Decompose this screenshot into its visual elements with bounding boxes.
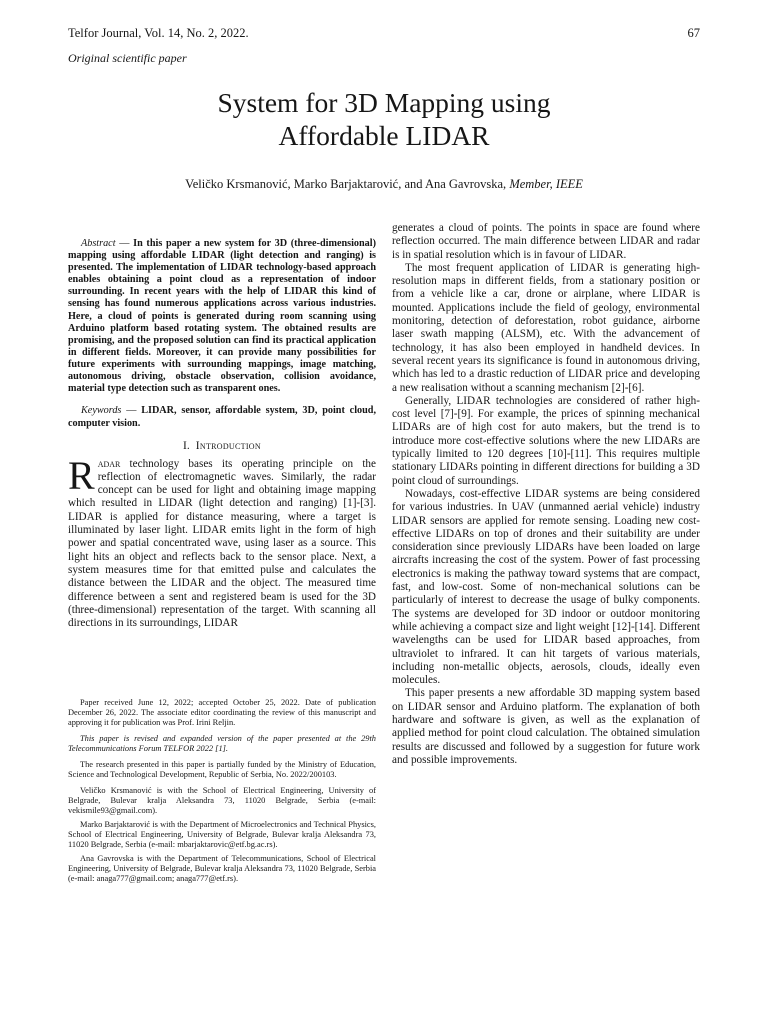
author-membership: Member, IEEE bbox=[509, 177, 583, 191]
title-line-1: System for 3D Mapping using bbox=[217, 87, 551, 118]
section-number: I. bbox=[183, 439, 190, 452]
right-column bbox=[392, 222, 700, 767]
left-column bbox=[68, 222, 376, 630]
abstract bbox=[68, 238, 376, 395]
section-heading-introduction bbox=[68, 440, 376, 452]
paragraph-cost: Generally, LIDAR technologies are considered of rather high-cost level [7]-[9]. For example, the prices of spinning mechanical LIDARs are of high cost for auto makers, but the trend is to introduce more cost-effective solutions where the new LIDARs are typically limited to 120 degrees [10]-[11]. This requires multiple stationary LIDARs pointing in different directions for building a 3D point cloud of surroundings. bbox=[392, 394, 700, 487]
intro-paragraph bbox=[68, 452, 376, 631]
paragraph-applications: The most frequent application of LIDAR is generating high-resolution maps in different fields, from a stationary position or from a vehicle like a car, drone or airplane, where LIDAR is mounted. Applications include the field of geology, environmental monitoring, detection of deforestation, robot guidance, airborne laser swath mapping (ALSM), etc. With the advancement of technology, it has also been employed in handheld devices. In several recent years its significance is found in autonomous driving, which has led to a drastic reduction of LIDAR price and developing a new realisation without a scanning mechanism [2]-[6]. bbox=[392, 261, 700, 394]
footnote-author-1: Veličko Krsmanović is with the School of Electrical Engineering, University of Belgrade, Bulevar kralja Aleksandra 73, 11020 Belgrade, Serbia (e-mail: vekismile93@gmail.com). bbox=[68, 786, 376, 815]
abstract-label: Abstract bbox=[81, 238, 116, 249]
footnote-author-2: Marko Barjaktarović is with the Department of Microelectronics and Technical Physics, School of Electrical Engineering, University of Belgrade, Bulevar kralja Aleksandra 73, 11020 Belgrade, Serbia (e-mail: mbarjaktarovic@etf.bg.ac.rs). bbox=[68, 820, 376, 849]
footnote-received: Paper received June 12, 2022; accepted October 25, 2022. Date of publication December 26, 2022. The associate editor coordinating the review of this manuscript and approving it for publication was Prof. Irini Reljin. bbox=[68, 698, 376, 727]
intro-text: technology bases its operating principle on the reflection of electromagnetic waves. Similarly, the radar concept can be used for light and obtaining image mapping which resulted in LIDAR (light detection and ranging) [1]-[3]. LIDAR is applied for distance measuring, where a target is illuminated by laser light. LIDAR emits light in the form of high power and spatial concentrated wave, using laser as a source. This light hits an object and reflects back to the sensor place. Next, a system measures time for that emitted pulse and calculates the distance between the LIDAR and the object. The measured time difference between a sent and registered beam is used for the 3D (three-dimensional) representation of the target. With scanning all directions in its surroundings, LIDAR bbox=[68, 457, 376, 630]
footnote-funding: The research presented in this paper is partially funded by the Ministry of Education, Science and Technological Development, Republic of Serbia, No. 2022/200103. bbox=[68, 760, 376, 779]
drop-cap: R bbox=[68, 452, 95, 498]
page-number: 67 bbox=[687, 26, 700, 40]
footnotes bbox=[68, 698, 376, 888]
paragraph-continued: generates a cloud of points. The points in space are found where reflection occurred. The main difference between LIDAR and radar is in spatial resolution which is in favour of LIDAR. bbox=[392, 222, 700, 261]
abstract-dash: — bbox=[115, 238, 134, 249]
intro-first-word: adar bbox=[97, 457, 121, 470]
footnote-revised: This paper is revised and expanded version of the paper presented at the 29th Telecommunications Forum TELFOR 2022 [1]. bbox=[68, 734, 376, 753]
paper-type: Original scientific paper bbox=[68, 51, 187, 65]
paragraph-contribution: This paper presents a new affordable 3D mapping system based on LIDAR sensor and Arduino platform. The explanation of both hardware and software is given, as well as the explanation of applied method for point cloud calculation. The obtained simulation results are discussed and followed by a suggestion for future work and possible improvements. bbox=[392, 687, 700, 766]
abstract-text: In this paper a new system for 3D (three-dimensional) mapping using affordable LIDAR (light detection and ranging) is presented. The implementation of LIDAR technology-based approach enables obtaining a point cloud as a representation of indoor surrounding. In recent years with the help of LIDAR this kind of sensing has found numerous applications across various industries. Here, a cloud of points is generated during room scanning using Arduino platform based rotating system. The obtained results are promising, and the proposed solution can find its practical application in different fields. Moreover, it can provide many possibilities for future experiments with surrounding mappings, image matching, autonomous driving, obstacle observation, collision avoidance, material type detection such as transparent ones. bbox=[68, 238, 377, 395]
keywords-dash: — bbox=[121, 405, 142, 417]
running-header bbox=[68, 26, 700, 42]
author-list bbox=[0, 177, 768, 192]
keywords bbox=[68, 405, 376, 429]
journal-citation: Telfor Journal, Vol. 14, No. 2, 2022. bbox=[68, 26, 249, 40]
author-names: Veličko Krsmanović, Marko Barjaktarović, and Ana Gavrovska, bbox=[185, 177, 507, 191]
paper-title bbox=[0, 86, 768, 152]
keywords-text: LIDAR, sensor, affordable system, 3D, point cloud, computer vision. bbox=[68, 405, 376, 429]
section-title: Introduction bbox=[195, 439, 261, 452]
title-line-2: Affordable LIDAR bbox=[278, 120, 490, 151]
footnote-author-3: Ana Gavrovska is with the Department of Telecommunications, School of Electrical Engineering, University of Belgrade, Bulevar kralja Aleksandra 73, 11020 Belgrade, Serbia (e-mail: anaga777@gmail.com; anaga777@etf.rs). bbox=[68, 854, 376, 883]
paragraph-industries: Nowadays, cost-effective LIDAR systems are being considered for various industries. In UAV (unmanned aerial vehicle) industry LIDAR sensors are applied for remote sensing. Loading new cost-effective LIDARs on top of drones and their suitability are under consideration since previously LIDARs have been loaded on large aircrafts increasing the cost of the system. Power of fast processing electronics is making the pathway toward systems that are compact, fast, and low-cost. Some of non-mechanical solutions can be particularly of interest to decrease the usage of bulky components. The systems are developed for 3D indoor or outdoor monitoring while achieving a compact size and light weight [12]-[14]. Different wavelengths can be used for LIDAR based approaches, from ultraviolet to infrared. It can hit targets of various materials, including non-metallic objects, aerosols, clouds, ideally even molecules. bbox=[392, 487, 700, 687]
keywords-label: Keywords bbox=[81, 405, 122, 417]
